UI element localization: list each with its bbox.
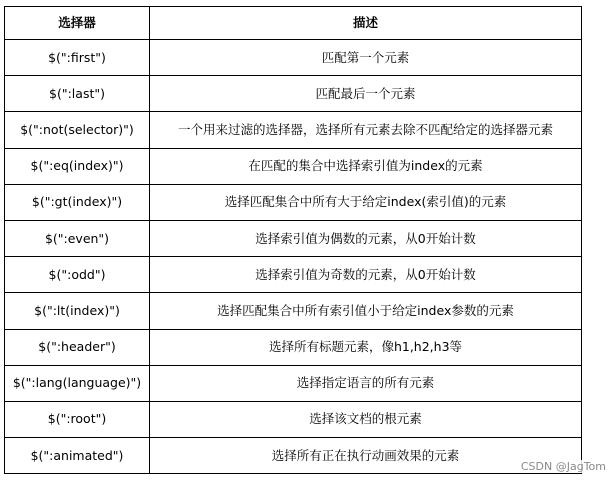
table-row — [5, 112, 582, 148]
table-row — [5, 148, 582, 184]
description-cell: 选择指定语言的所有元素 — [150, 365, 582, 401]
selector-cell: $(":eq(index)") — [5, 148, 150, 184]
description-cell: 在匹配的集合中选择索引值为index的元素 — [150, 148, 582, 184]
description-cell: 一个用来过滤的选择器，选择所有元素去除不匹配给定的选择器元素 — [150, 112, 582, 148]
description-cell: 选择所有正在执行动画效果的元素 — [150, 438, 582, 474]
selector-cell: $(":gt(index)") — [5, 184, 150, 220]
description-cell: 选择匹配集合中所有索引值小于给定index参数的元素 — [150, 293, 582, 329]
header-description: 描述 — [150, 7, 582, 40]
description-cell: 选择该文档的根元素 — [150, 401, 582, 437]
description-cell: 选择索引值为偶数的元素，从0开始计数 — [150, 220, 582, 256]
selector-cell: $(":header") — [5, 329, 150, 365]
description-cell: 匹配最后一个元素 — [150, 76, 582, 112]
selector-cell: $(":first") — [5, 40, 150, 76]
table-row — [5, 184, 582, 220]
table-row — [5, 220, 582, 256]
csdn-watermark: CSDN @JagTom — [520, 460, 606, 473]
selector-cell: $(":root") — [5, 401, 150, 437]
table-header-row — [5, 7, 582, 40]
selector-cell: $(":odd") — [5, 257, 150, 293]
table-row — [5, 293, 582, 329]
table-row — [5, 329, 582, 365]
header-selector: 选择器 — [5, 7, 150, 40]
table-row — [5, 40, 582, 76]
table-row — [5, 401, 582, 437]
selector-cell: $(":lt(index)") — [5, 293, 150, 329]
selector-cell: $(":lang(language)") — [5, 365, 150, 401]
selector-cell: $(":not(selector)") — [5, 112, 150, 148]
selector-cell: $(":last") — [5, 76, 150, 112]
table-row — [5, 438, 582, 474]
description-cell: 选择索引值为奇数的元素，从0开始计数 — [150, 257, 582, 293]
table-row — [5, 257, 582, 293]
description-cell: 匹配第一个元素 — [150, 40, 582, 76]
table-row — [5, 76, 582, 112]
description-cell: 选择匹配集合中所有大于给定index(索引值)的元素 — [150, 184, 582, 220]
table-row — [5, 365, 582, 401]
selector-cell: $(":animated") — [5, 438, 150, 474]
selector-table — [4, 6, 582, 474]
selector-cell: $(":even") — [5, 220, 150, 256]
description-cell: 选择所有标题元素，像h1,h2,h3等 — [150, 329, 582, 365]
